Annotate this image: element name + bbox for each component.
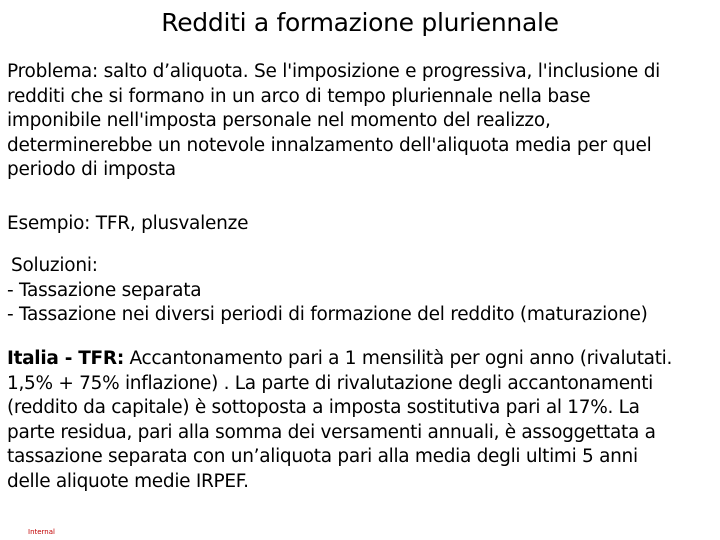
italia-line: 1,5% + 75% inflazione) . La parte di rivalutazione degli accantonamenti (7, 372, 654, 394)
problem-line: determinerebbe un notevole innalzamento dell'aliquota media per quel (7, 134, 652, 156)
solution-item: - Tassazione separata (7, 279, 202, 301)
italia-line-text: Accantonamento pari a 1 mensilità per ogni anno (rivalutati. (123, 348, 673, 369)
italia-line: parte residua, pari alla somma dei versamenti annuali, è assoggettata a (7, 421, 656, 443)
solution-item: - Tassazione nei diversi periodi di formazione del reddito (maturazione) (7, 304, 648, 325)
problem-line: redditi che si formano in un arco di tempo pluriennale nella base (7, 85, 591, 107)
italia-tfr-paragraph (7, 347, 715, 494)
solutions-heading: Soluzioni: (11, 255, 98, 276)
example-text: Esempio: TFR, plusvalenze (7, 213, 249, 234)
italia-line: delle aliquote medie IRPEF. (7, 470, 249, 492)
problem-line: Problema: salto d’aliquota. Se l'imposizione e progressiva, l'inclusione di (7, 61, 661, 82)
italia-line: (reddito da capitale) è sottoposta a imposta sostitutiva pari al 17%. La (7, 397, 640, 418)
example-paragraph (7, 212, 715, 237)
classification-label: Internal (28, 528, 55, 536)
italia-tfr-label: Italia - TFR: (7, 348, 124, 369)
problem-line: periodo di imposta (7, 159, 176, 180)
solutions-paragraph (7, 254, 715, 328)
problem-paragraph (7, 60, 715, 183)
italia-line (7, 347, 715, 372)
italia-line: tassazione separata con un’aliquota pari alla media degli ultimi 5 anni (7, 446, 638, 467)
problem-line: imponibile nell'imposta personale nel momento del realizzo, (7, 110, 551, 131)
slide-title: Redditi a formazione pluriennale (161, 8, 559, 37)
